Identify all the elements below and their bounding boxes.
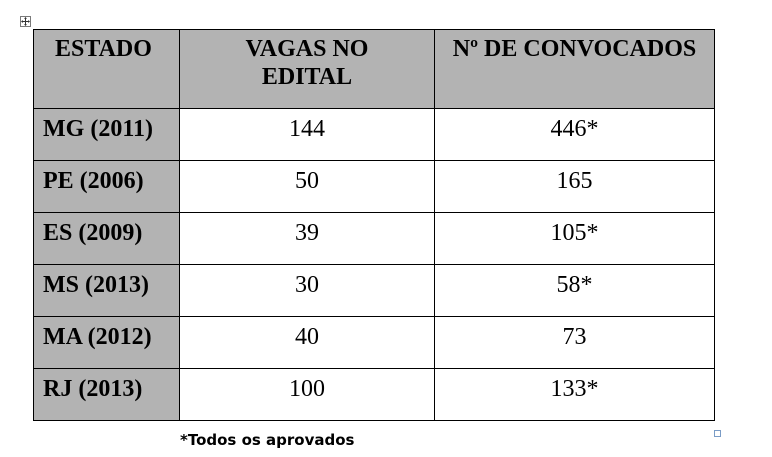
cell-vagas: 39	[180, 213, 435, 265]
table-row	[34, 317, 715, 369]
cell-convocados: 58*	[435, 265, 715, 317]
header-vagas-label: VAGAS NO EDITAL	[245, 36, 369, 90]
cell-convocados: 446*	[435, 109, 715, 161]
cell-vagas: 50	[180, 161, 435, 213]
table-row	[34, 161, 715, 213]
header-row	[34, 30, 715, 109]
cell-convocados: 133*	[435, 369, 715, 421]
cell-estado: PE (2006)	[34, 161, 180, 213]
cell-estado: MS (2013)	[34, 265, 180, 317]
table-row	[34, 213, 715, 265]
header-convocados: Nº DE CONVOCADOS	[435, 30, 715, 109]
cell-estado: ES (2009)	[34, 213, 180, 265]
cell-vagas: 100	[180, 369, 435, 421]
header-vagas	[180, 30, 435, 109]
cell-convocados: 105*	[435, 213, 715, 265]
table-resize-handle[interactable]	[714, 430, 721, 437]
cell-convocados: 165	[435, 161, 715, 213]
table-move-handle[interactable]	[20, 16, 31, 27]
cell-vagas: 144	[180, 109, 435, 161]
move-icon	[21, 17, 30, 26]
table-row	[34, 265, 715, 317]
cell-estado: MG (2011)	[34, 109, 180, 161]
cell-vagas: 40	[180, 317, 435, 369]
cell-convocados: 73	[435, 317, 715, 369]
data-table	[33, 29, 715, 421]
header-estado: ESTADO	[34, 30, 180, 109]
cell-estado: MA (2012)	[34, 317, 180, 369]
cell-vagas: 30	[180, 265, 435, 317]
footnote: *Todos os aprovados	[180, 431, 355, 449]
cell-estado: RJ (2013)	[34, 369, 180, 421]
table-row	[34, 369, 715, 421]
table-row	[34, 109, 715, 161]
